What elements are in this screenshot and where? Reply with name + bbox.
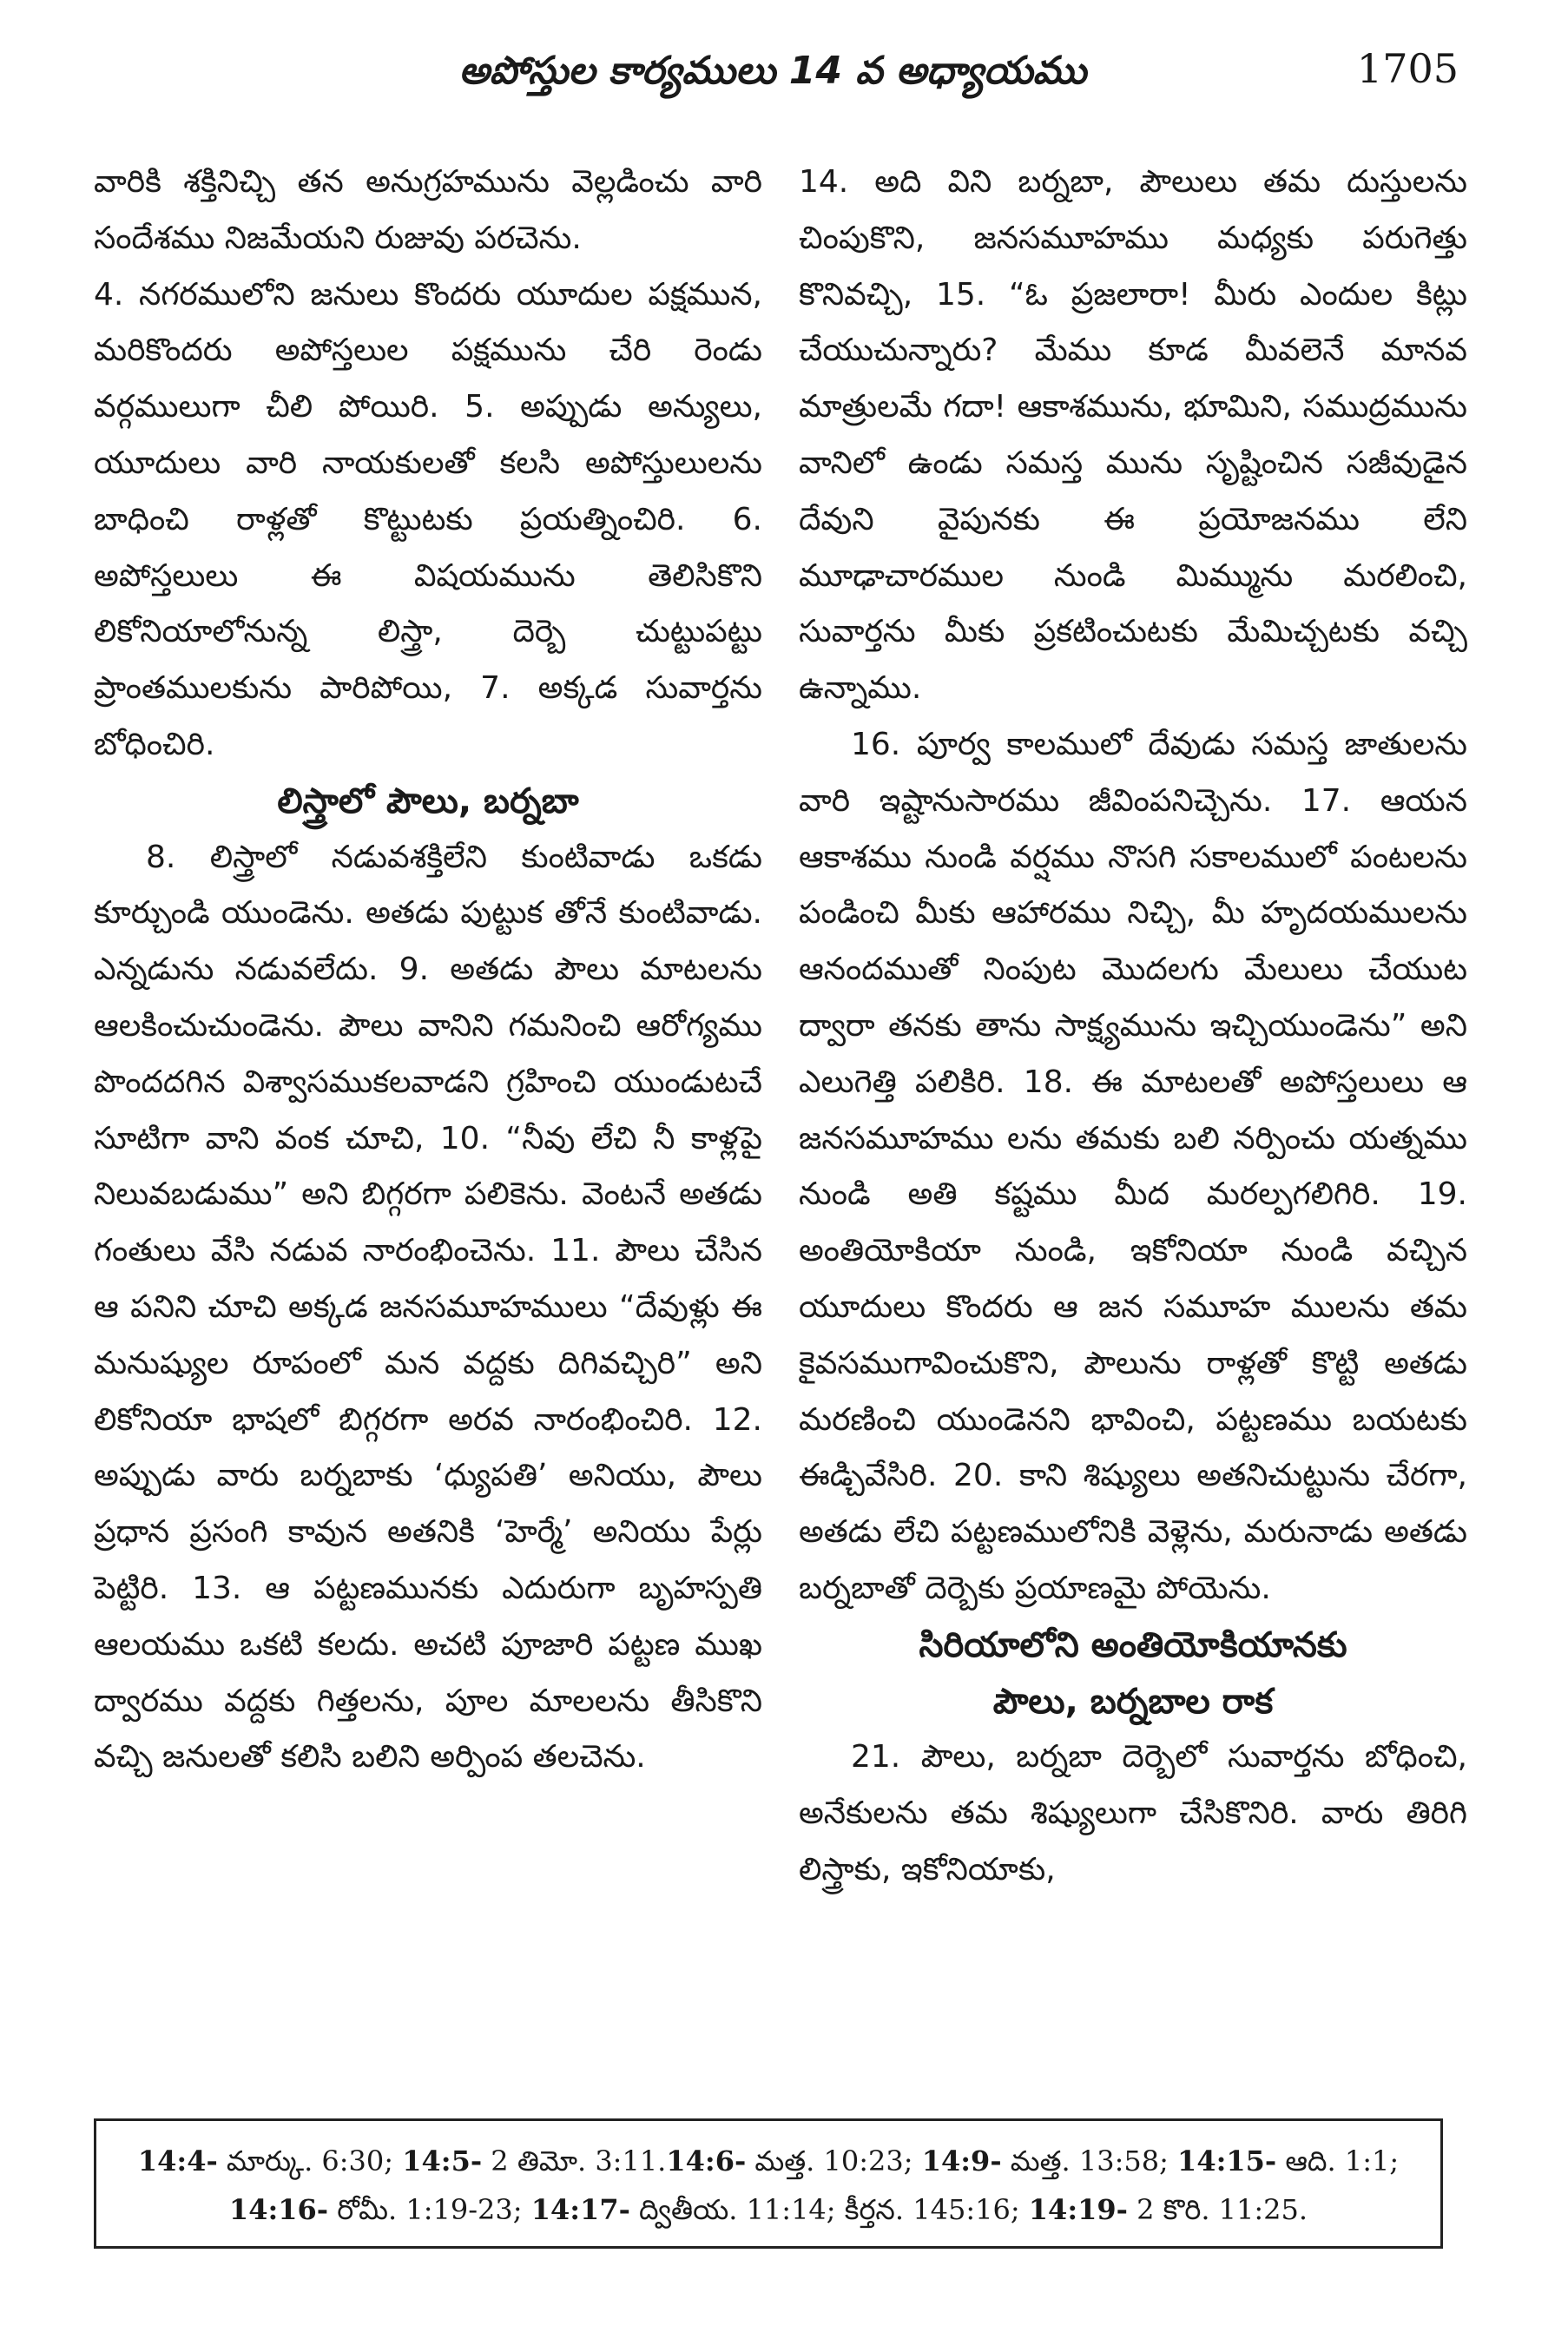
- footnote-entry: [1029, 2193, 1308, 2226]
- footnote-reference: 14:16-: [228, 2193, 329, 2226]
- footnote-reference: 14:17-: [530, 2193, 630, 2226]
- footnote-text: ద్వితీయ. 11:14; కీర్తన. 145:16;: [629, 2193, 1029, 2226]
- right-column: [799, 155, 1467, 2169]
- footnote-reference: 14:19-: [1028, 2193, 1128, 2226]
- footnote-entry: [666, 2144, 921, 2177]
- section-heading: లిస్త్రాలో పౌలు, బర్నబా: [277, 781, 579, 821]
- footnote-text: మార్కు. 6:30;: [217, 2144, 403, 2177]
- paragraph: 16. పూర్వ కాలములో దేవుడు సమస్త జాతులను వారి ఇష్టానుసారము జీవింపనిచ్చెను. 17. ఆయన ఆకాశము నుండి వర్షము నొసగి సకాలములో పంటలను పండించి మీకు ఆహారము నిచ్చి, మీ హృదయములను ఆనందముతో నింపుట మొదలగు మేలులు చేయుట ద్వారా తనకు తాను సాక్ష్యమును ఇచ్చియుండెను” అని ఎలుగెత్తి పలికిరి. 18. ఈ మాటలతో అపోస్తలులు ఆ జనసమూహము లను తమకు బలి నర్పించు యత్నము నుండి అతి కష్టము మీద మరల్పగలిగిరి. 19. అంతియోకియా నుండి, ఇకోనియా నుండి వచ్చిన యూదులు కొందరు ఆ జన సమూహ ములను తమ కైవసముగావించుకొని, పౌలును రాళ్లతో కొట్టి అతడు మరణించి యుండెనని భావించి, పట్టణము బయటకు ఈడ్చివేసిరి. 20. కాని శిష్యులు అతనిచుట్టును చేరగా, అతడు లేచి పట్టణములోనికి వెళ్లెను, మరునాడు అతడు బర్నబాతో దెర్బెకు ప్రయాణమై పోయెను.: [799, 726, 1467, 1606]
- paragraph: 21. పౌలు, బర్నబా దెర్బెలో సువార్తను బోధించి, అనేకులను తమ శిష్యులుగా చేసికొనిరి. వారు తిరిగి లిస్త్రాకు, ఇకోనియాకు,: [799, 1739, 1467, 1888]
- left-column: [94, 155, 762, 2169]
- footnote-entry: [402, 2144, 666, 2177]
- footnote-text: మత్త. 10:23;: [746, 2144, 922, 2177]
- footnote-text: 2 కొరి. 11:25.: [1127, 2193, 1308, 2226]
- footnote-reference: 14:5-: [402, 2144, 483, 2177]
- page-number: 1705: [1356, 45, 1459, 92]
- footnote-reference: 14:9-: [921, 2144, 1002, 2177]
- paragraph: 8. లిస్త్రాలో నడువశక్తిలేని కుంటివాడు ఒకడు కూర్చుండి యుండెను. అతడు పుట్టుక తోనే కుంటివాడు. ఎన్నడును నడువలేదు. 9. అతడు పౌలు మాటలను ఆలకించుచుండెను. పౌలు వానిని గమనించి ఆరోగ్యము పొందదగిన విశ్వాసముకలవాడని గ్రహించి యుండుటచే సూటిగా వాని వంక చూచి, 10. “నీవు లేచి నీ కాళ్లపై నిలువబడుము” అని బిగ్గరగా పలికెను. వెంటనే అతడు గంతులు వేసి నడువ నారంభించెను. 11. పౌలు చేసిన ఆ పనిని చూచి అక్కడ జనసమూహములు “దేవుళ్లు ఈ మనుష్యుల రూపంలో మన వద్దకు దిగివచ్చిరి” అని లికోనియా భాషలో బిగ్గరగా అరవ నారంభించిరి. 12. అప్పుడు వారు బర్నబాకు ‘ధ్యుపతి’ అనియు, పౌలు ప్రధాన ప్రసంగి కావున అతనికి ‘హెర్మే’ అనియు పేర్లు పెట్టిరి. 13. ఆ పట్టణమునకు ఎదురుగా బృహస్పతి ఆలయము ఒకటి కలదు. అచటి పూజారి పట్టణ ముఖ ద్వారము వద్దకు గిత్తలను, పూల మాలలను తీసికొని వచ్చి జనులతో కలిసి బలిని అర్పింప తలచెను.: [94, 839, 762, 1776]
- footnote-text: మత్త. 13:58;: [1001, 2144, 1178, 2177]
- section-heading: పౌలు, బర్నబాల రాక: [992, 1681, 1274, 1722]
- footnote-reference: 14:6-: [666, 2144, 747, 2177]
- section-heading: సిరియాలోని అంతియోకియానకు: [919, 1624, 1347, 1665]
- paragraph: 4. నగరములోని జనులు కొందరు యూదుల పక్షమున, మరికొందరు అపోస్తలుల పక్షమును చేరి రెండు వర్గములుగా చీలి పోయిరి. 5. అప్పుడు అన్యులు, యూదులు వారి నాయకులతో కలసి అపోస్తులులను బాధించి రాళ్లతో కొట్టుటకు ప్రయత్నించిరి. 6. అపోస్తలులు ఈ విషయమును తెలిసికొని లికోనియాలోనున్న లిస్త్రా, దెర్బె చుట్టుపట్టు ప్రాంతములకును పారిపోయి, 7. అక్కడ సువార్తను బోధించిరి.: [94, 276, 762, 762]
- footnote-text: 2 తిమో. 3:11.: [482, 2144, 667, 2177]
- paragraph: 14. అది విని బర్నబా, పౌలులు తమ దుస్తులను చింపుకొని, జనసమూహము మధ్యకు పరుగెత్తు కొనివచ్చి, 15. “ఓ ప్రజలారా! మీరు ఎందుల కిట్లు చేయుచున్నారు? మేము కూడ మీవలెనే మానవ మాత్రులమే గదా! ఆకాశమును, భూమిని, సముద్రమును వానిలో ఉండు సమస్త మును సృష్టించిన సజీవుడైన దేవుని వైపునకు ఈ ప్రయోజనము లేని మూఢాచారముల నుండి మిమ్మును మరలించి, సువార్తను మీకు ప్రకటించుటకు మేమిచ్చటకు వచ్చి ఉన్నాము.: [799, 164, 1467, 707]
- footnote-entry: [229, 2193, 531, 2226]
- cross-reference-box: [94, 2118, 1443, 2249]
- footnote-entry: [922, 2144, 1177, 2177]
- footnote-entry: [1177, 2144, 1399, 2177]
- running-title: అపోస్తుల కార్యములు 14 వ అధ్యాయము: [458, 49, 1087, 93]
- page-header: [87, 35, 1459, 113]
- footnote-reference: 14:4-: [137, 2144, 218, 2177]
- footnote-entry: [531, 2193, 1029, 2226]
- footnote-text: రోమీ. 1:19-23;: [328, 2193, 531, 2226]
- footnote-text: ఆది. 1:1;: [1276, 2144, 1400, 2177]
- footnote-entry: [138, 2144, 402, 2177]
- paragraph: వారికి శక్తినిచ్చి తన అనుగ్రహమును వెల్లడించు వారి సందేశము నిజమేయని రుజువు పరచెను.: [94, 164, 762, 256]
- footnote-reference: 14:15-: [1177, 2144, 1277, 2177]
